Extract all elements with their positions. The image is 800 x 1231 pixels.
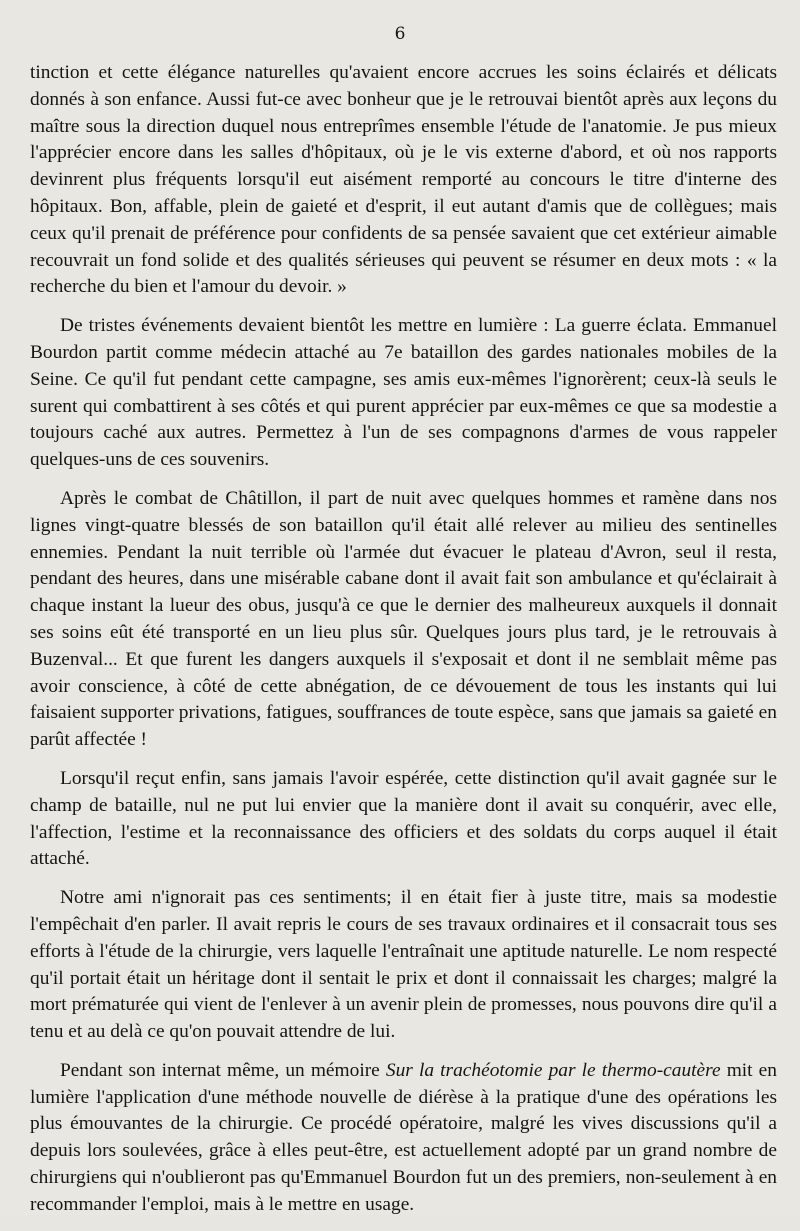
body-text <box>30 60 777 1231</box>
page-number: 6 <box>394 24 406 44</box>
memoir-title: Sur la trachéotomie par le thermo-cautère <box>385 1059 721 1081</box>
paragraph-continued: tinction et cette élégance naturelles qu'avaient encore accrues les soins éclairés et délicats donnés à son enfance. Aussi fut-ce avec bonheur que je le retrouvai bientôt après aux leçons du maître sous la direction duquel nous entreprîmes ensemble l'étude de l'anatomie. Je pus mieux l'apprécier encore dans les salles d'hôpitaux, où je le vis externe d'abord, et où nos rapports devinrent plus fréquents lorsqu'il eut aisément remporté au concours le titre d'interne des hôpitaux. Bon, affable, plein de gaieté et d'esprit, il eut autant d'amis que de collègues; mais ceux qu'il prenait de préférence pour confidents de sa pensée savaient que cet extérieur aimable recouvrait un fond solide et des qualités sérieuses qui peuvent se résumer en deux mots : « la recherche du bien et l'amour du devoir. » <box>30 62 777 298</box>
memoir-text-before: Pendant son internat même, un mémoire <box>60 1059 386 1081</box>
paragraph-memoir <box>30 1058 777 1219</box>
paragraph-modesty: Notre ami n'ignorait pas ces sentiments; il en était fier à juste titre, mais sa modestie l'empêchait d'en parler. Il avait repris le cours de ses travaux ordinaires et il consacrait tous ses efforts à l'étude de la chirurgie, vers laquelle l'entraînait une aptitude naturelle. Le nom respecté qu'il portait était un héritage dont il sentait le prix et dont il connaissait les charges; malgré la mort prématurée qui vient de l'enlever à un avenir plein de promesses, nous pouvons dire qu'il a tenu et au delà ce qu'on pouvait attendre de lui. <box>30 887 777 1043</box>
paragraph-distinction: Lorsqu'il reçut enfin, sans jamais l'avoir espérée, cette distinction qu'il avait gagnée sur le champ de bataille, nul ne put lui envier que la manière dont il avait su conquérir, avec elle, l'affection, l'estime et la reconnaissance des officiers et des soldats du corps auquel il était attaché. <box>30 767 777 870</box>
paragraph-chatillon: Après le combat de Châtillon, il part de nuit avec quelques hommes et ramène dans nos lignes vingt-quatre blessés de son bataillon qu'il était allé relever au milieu des sentinelles ennemies. Pendant la nuit terrible où l'armée dut évacuer le plateau d'Avron, seul il resta, pendant des heures, dans une misérable cabane dont il avait fait son ambulance et qu'éclairait à chaque instant la lueur des obus, jusqu'à ce que le dernier des malheureux auxquels il donnait ses soins eût été transporté en un lieu plus sûr. Quelques jours plus tard, je le retrouvais à Buzenval... Et que furent les dangers auxquels il s'exposait et dont il ne semblait même pas avoir conscience, à côté de cette abnégation, de ce dévouement de tous les instants qui lui faisaient supporter privations, fatigues, souffrances de toute espèce, sans que jamais sa gaieté en parût affectée ! <box>30 487 777 751</box>
memoir-text-after: mit en lumière l'application d'une méthode nouvelle de diérèse à la pratique d'une des opérations les plus émouvantes de la chirurgie. Ce procédé opératoire, malgré les vives discussions qu'il a depuis lors soulevées, grâce à elles peut-être, est actuellement adopté par un grand nombre de chirurgiens qui n'oublieront pas qu'Emmanuel Bourdon fut un des premiers, non-seulement à en recommander l'emploi, mais à le mettre en usage. <box>30 1059 777 1215</box>
paragraph-war: De tristes événements devaient bientôt les mettre en lumière : La guerre éclata. Emmanuel Bourdon partit comme médecin attaché au 7e bataillon des gardes nationales mobiles de la Seine. Ce qu'il fut pendant cette campagne, ses amis eux-mêmes l'ignorèrent; ceux-là seuls le surent qui combattirent à ses côtés et qui purent apprécier par eux-mêmes ce que sa modestie a toujours caché aux autres. Permettez à l'un de ses compagnons d'armes de vous rappeler quelques-uns de ces souvenirs. <box>30 315 777 471</box>
